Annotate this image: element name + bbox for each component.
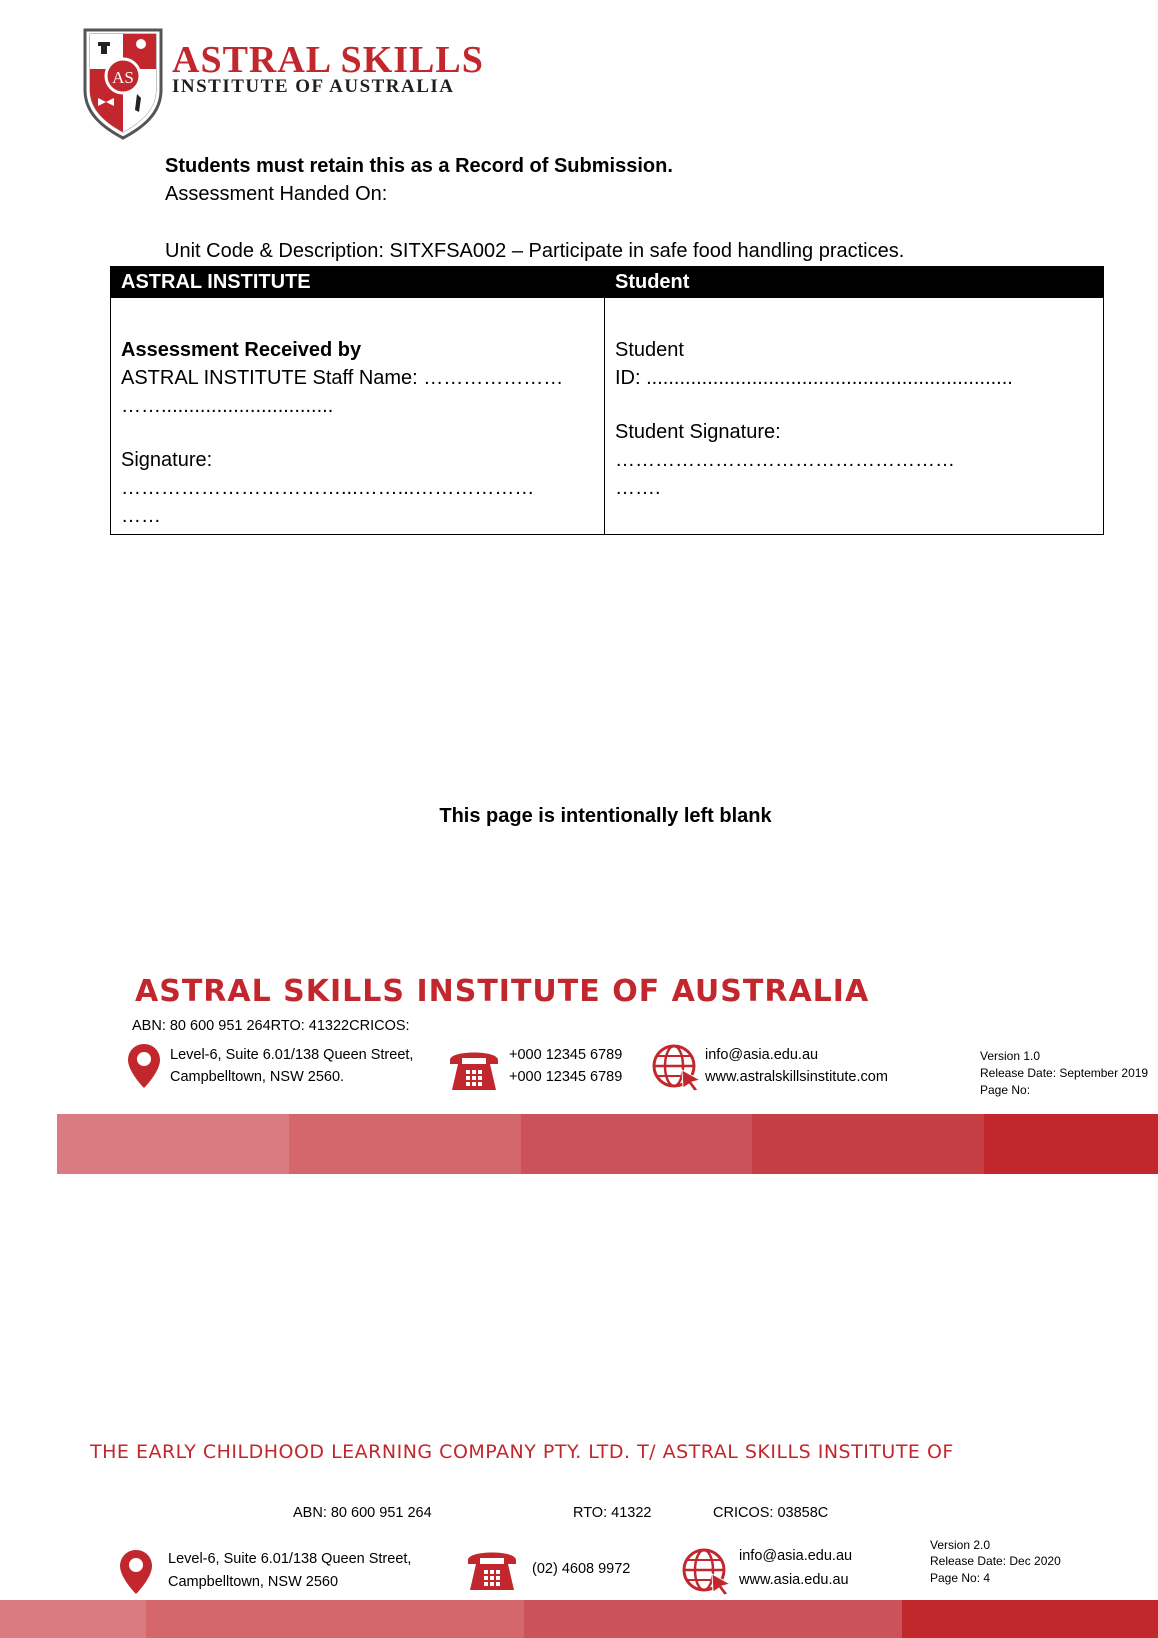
telephone-icon xyxy=(464,1546,520,1592)
footer-address-line2: Campbelltown, NSW 2560. xyxy=(170,1069,345,1085)
company-rto: RTO: 41322 xyxy=(573,1505,652,1521)
company-email[interactable]: info@asia.edu.au xyxy=(739,1548,853,1564)
globe-cursor-icon xyxy=(682,1548,732,1596)
company-color-stripe xyxy=(0,1600,1158,1638)
blank-page-notice: This page is intentionally left blank xyxy=(439,805,772,827)
stripe-segment xyxy=(521,1114,753,1174)
footer-email[interactable]: info@asia.edu.au xyxy=(705,1047,819,1063)
crest-icon xyxy=(82,28,164,140)
staff-name-field-cont: ……............................... xyxy=(121,395,334,417)
footer-registration-line: ABN: 80 600 951 264RTO: 41322CRICOS: xyxy=(132,1018,410,1034)
company-abn: ABN: 80 600 951 264 xyxy=(293,1505,432,1521)
footer-release-date: Release Date: September 2019 xyxy=(980,1066,1149,1080)
stripe-segment xyxy=(57,1114,289,1174)
stripe-segment xyxy=(146,1600,524,1638)
location-pin-icon xyxy=(126,1042,162,1090)
company-page-no: Page No: 4 xyxy=(930,1571,991,1585)
company-version: Version 2.0 xyxy=(930,1538,991,1552)
stripe-segment xyxy=(0,1600,146,1638)
company-release-date: Release Date: Dec 2020 xyxy=(930,1554,1061,1568)
stripe-segment xyxy=(524,1600,902,1638)
location-pin-icon xyxy=(118,1548,154,1596)
unit-code-description: Unit Code & Description: SITXFSA002 – Participate in safe food handling practices. xyxy=(165,240,905,262)
student-id-label: Student xyxy=(615,339,684,361)
student-id-field[interactable]: ID: .................................................................. xyxy=(615,367,1013,389)
company-address-line1: Level-6, Suite 6.01/138 Queen Street, xyxy=(168,1551,412,1567)
brand-subtitle: INSTITUTE OF AUSTRALIA xyxy=(172,76,455,97)
telephone-icon xyxy=(446,1046,502,1092)
brand-name: ASTRAL SKILLS xyxy=(172,39,484,81)
footer-address-line1: Level-6, Suite 6.01/138 Queen Street, xyxy=(170,1047,414,1063)
footer-website[interactable]: www.astralskillsinstitute.com xyxy=(705,1069,888,1085)
globe-cursor-icon xyxy=(652,1044,702,1092)
company-cricos: CRICOS: 03858C xyxy=(713,1505,829,1521)
footer-page-no: Page No: xyxy=(980,1083,1031,1097)
stripe-segment xyxy=(984,1114,1158,1174)
company-address-line2: Campbelltown, NSW 2560 xyxy=(168,1574,339,1590)
submission-record-table xyxy=(110,266,1104,535)
institute-logo xyxy=(82,28,164,140)
handed-on-label: Assessment Handed On: xyxy=(165,183,388,205)
institute-cell xyxy=(111,298,605,535)
footer-institute-title: ASTRAL SKILLS INSTITUTE OF AUSTRALIA xyxy=(135,974,870,1009)
footer-phone-1: +000 12345 6789 xyxy=(509,1047,623,1063)
company-phone: (02) 4608 9972 xyxy=(532,1561,631,1577)
footer-color-stripe xyxy=(57,1114,1158,1174)
received-by-label: Assessment Received by xyxy=(121,339,362,361)
table-header-institute: ASTRAL INSTITUTE xyxy=(111,267,605,298)
student-cell xyxy=(605,298,1104,535)
stripe-segment xyxy=(289,1114,521,1174)
footer-phone-2: +000 12345 6789 xyxy=(509,1069,623,1085)
student-signature-field-cont: ……. xyxy=(615,477,661,499)
company-title: THE EARLY CHILDHOOD LEARNING COMPANY PTY. LTD. T/ ASTRAL SKILLS INSTITUTE OF xyxy=(90,1441,954,1463)
staff-signature-field-cont: …… xyxy=(121,505,161,527)
student-signature-field[interactable]: Student Signature: …………………………………………… xyxy=(615,421,955,471)
company-website[interactable]: www.asia.edu.au xyxy=(739,1572,849,1588)
staff-name-field[interactable]: ASTRAL INSTITUTE Staff Name: ………………… xyxy=(121,367,564,389)
staff-signature-field[interactable]: Signature: ……………………………...……...……………… xyxy=(121,449,535,499)
table-header-student: Student xyxy=(605,267,1104,298)
crest-monogram: AS xyxy=(112,68,134,87)
footer-version: Version 1.0 xyxy=(980,1049,1041,1063)
record-notice: Students must retain this as a Record of Submission. xyxy=(165,155,673,177)
stripe-segment xyxy=(902,1600,1158,1638)
stripe-segment xyxy=(752,1114,984,1174)
